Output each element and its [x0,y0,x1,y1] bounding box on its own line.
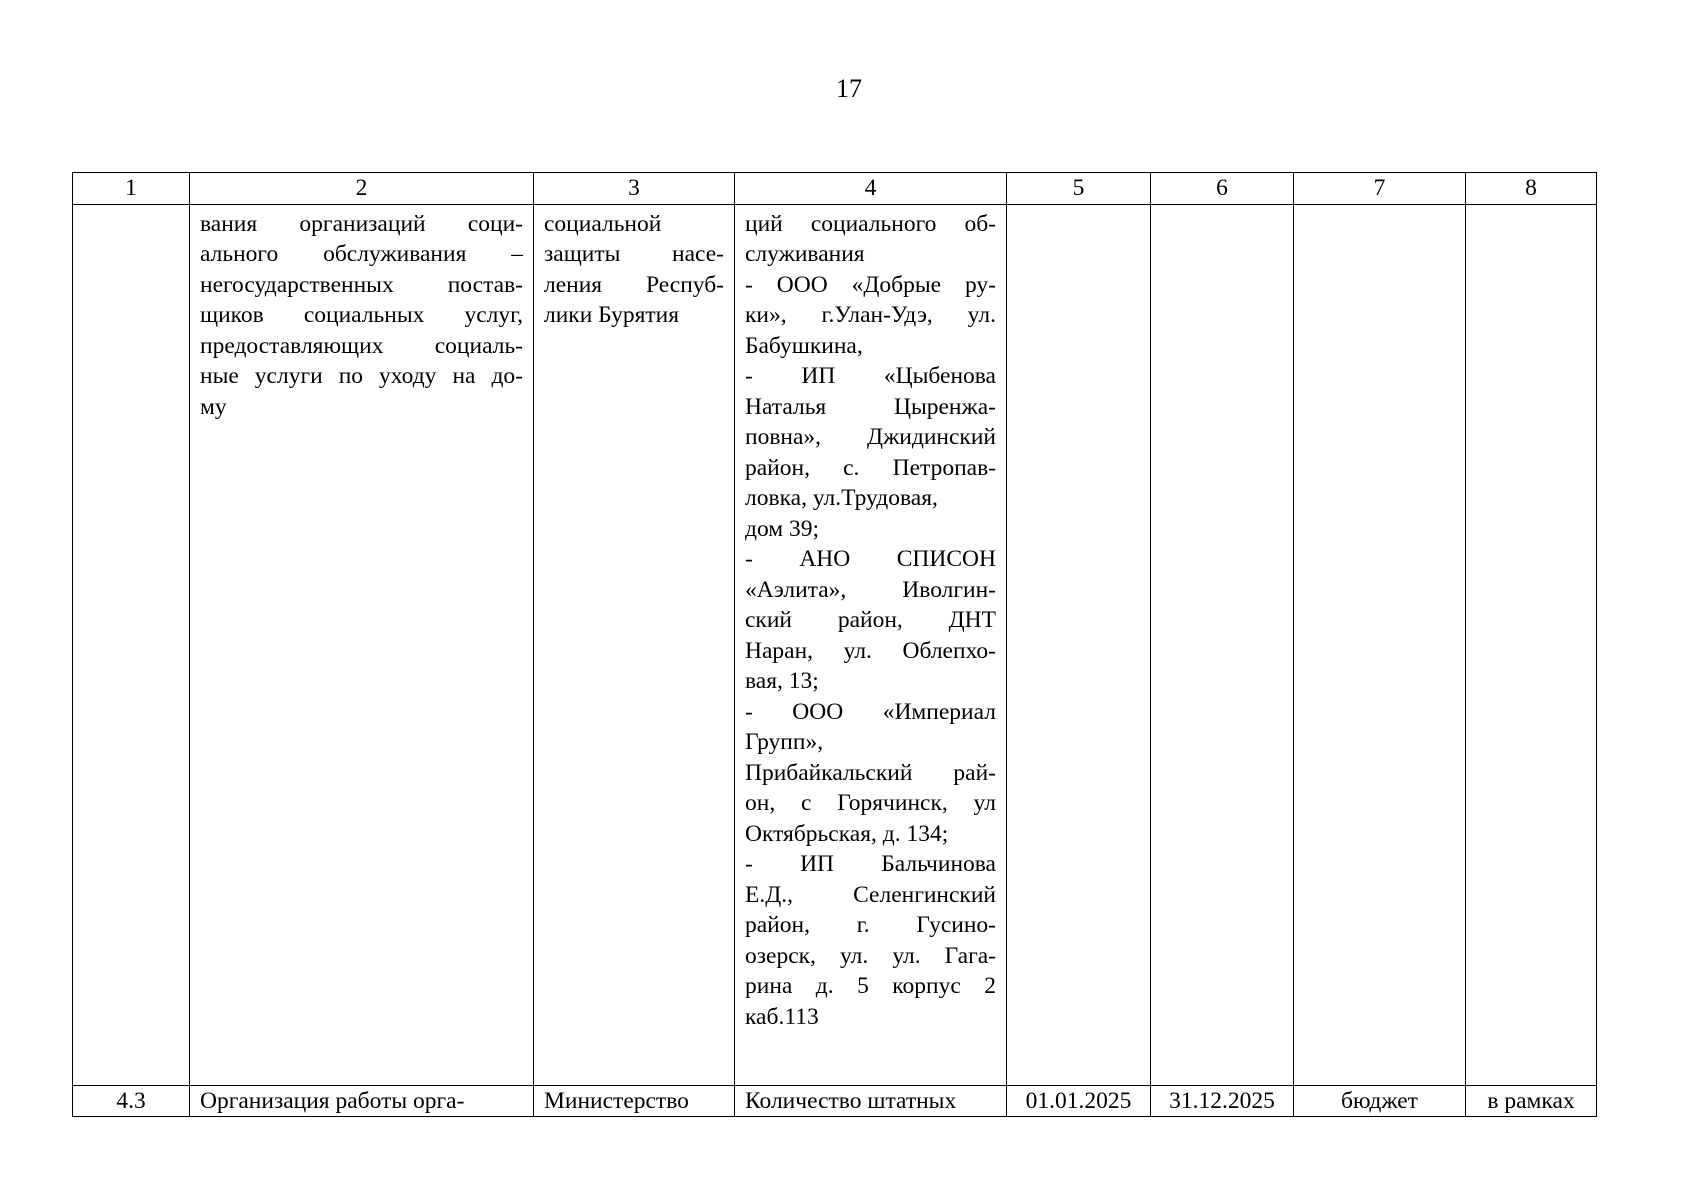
page-number: 17 [836,74,862,103]
text-line: ловка, ул.Трудовая, [745,485,938,511]
text-line: ального обслуживания – [200,241,523,267]
column-number-8: 8 [1466,173,1597,205]
text-line: - АНО СПИСОН [745,546,996,572]
text-line: он, с Горячинск, ул [745,790,996,816]
text-line: щиков социальных услуг, [200,302,523,328]
column-number-6: 6 [1151,173,1294,205]
text-line: ский район, ДНТ [745,607,996,633]
table-header-row [73,173,1597,205]
text-line: повна», Джидинский [745,424,996,450]
text-line: - ИП «Цыбенова [745,363,996,389]
text-line: ные услуги по уходу на до- [200,363,523,389]
column-number-1: 1 [73,173,190,205]
cell-col7-empty [1294,204,1466,1085]
cell-item-indicator: Количество штатных [735,1085,1007,1117]
text-line: Октябрьская, д. 134; [745,820,949,847]
cell-col1-empty [73,204,190,1085]
text-line: - ИП Бальчинова [745,851,996,877]
text-line: озерск, ул. ул. Гага- [745,942,996,969]
column-number-2: 2 [190,173,534,205]
text-line: ления Респуб- [544,271,724,298]
column-number-3: 3 [534,173,735,205]
document-table [72,172,1597,1117]
cell-funding-amount: в рамках [1466,1085,1597,1117]
column-number-4: 4 [735,173,1007,205]
cell-col2-description [190,204,534,1085]
cell-col5-empty [1007,204,1151,1085]
cell-item-executor: Министерство [534,1085,735,1117]
text-line: защиты насе- [544,241,724,267]
text-line: лики Бурятия [544,302,680,328]
executor-lines [544,209,724,331]
text-line: вая, 13; [745,668,819,694]
cell-item-description: Организация работы орга- [190,1085,534,1117]
text-line: Прибайкальский рай- [745,759,996,786]
text-line: ций социального об- [745,210,996,237]
text-line: Наран, ул. Облепхо- [745,637,996,664]
text-line: - ООО «Добрые ру- [745,271,996,298]
text-line: - ООО «Империал [745,698,996,725]
cell-col4-indicator [735,204,1007,1085]
text-line: рина д. 5 корпус 2 [745,973,996,999]
description-lines [200,209,523,423]
text-line: предоставляющих социаль- [200,332,523,359]
cell-funding-source: бюджет [1294,1085,1466,1117]
text-line: му [200,393,227,420]
text-line: ки», г.Улан-Удэ, ул. [745,302,996,328]
text-line: Бабушкина, [745,332,863,359]
text-line: Е.Д., Селенгинский [745,881,996,908]
cell-col6-empty [1151,204,1294,1085]
text-line: «Аэлита», Иволгин- [745,576,996,603]
table-row [73,1085,1597,1117]
cell-col8-empty [1466,204,1597,1085]
text-line: Наталья Цыренжа- [745,393,996,420]
cell-item-number: 4.3 [73,1085,190,1117]
column-number-5: 5 [1007,173,1151,205]
table-row [73,204,1597,1085]
text-line: каб.113 [745,1003,819,1030]
text-line: служивания [745,241,865,267]
text-line: дом 39; [745,515,820,542]
text-line: район, г. Гусино- [745,912,996,938]
column-number-7: 7 [1294,173,1466,205]
cell-start-date: 01.01.2025 [1007,1085,1151,1117]
text-line: социальной [544,210,662,237]
text-line: Групп», [745,729,824,755]
text-line: район, с. Петропав- [745,454,996,481]
indicator-lines [745,209,996,1033]
cell-col3-executor [534,204,735,1085]
text-line: вания организаций соци- [200,210,523,237]
cell-end-date: 31.12.2025 [1151,1085,1294,1117]
text-line: негосударственных постав- [200,271,523,298]
